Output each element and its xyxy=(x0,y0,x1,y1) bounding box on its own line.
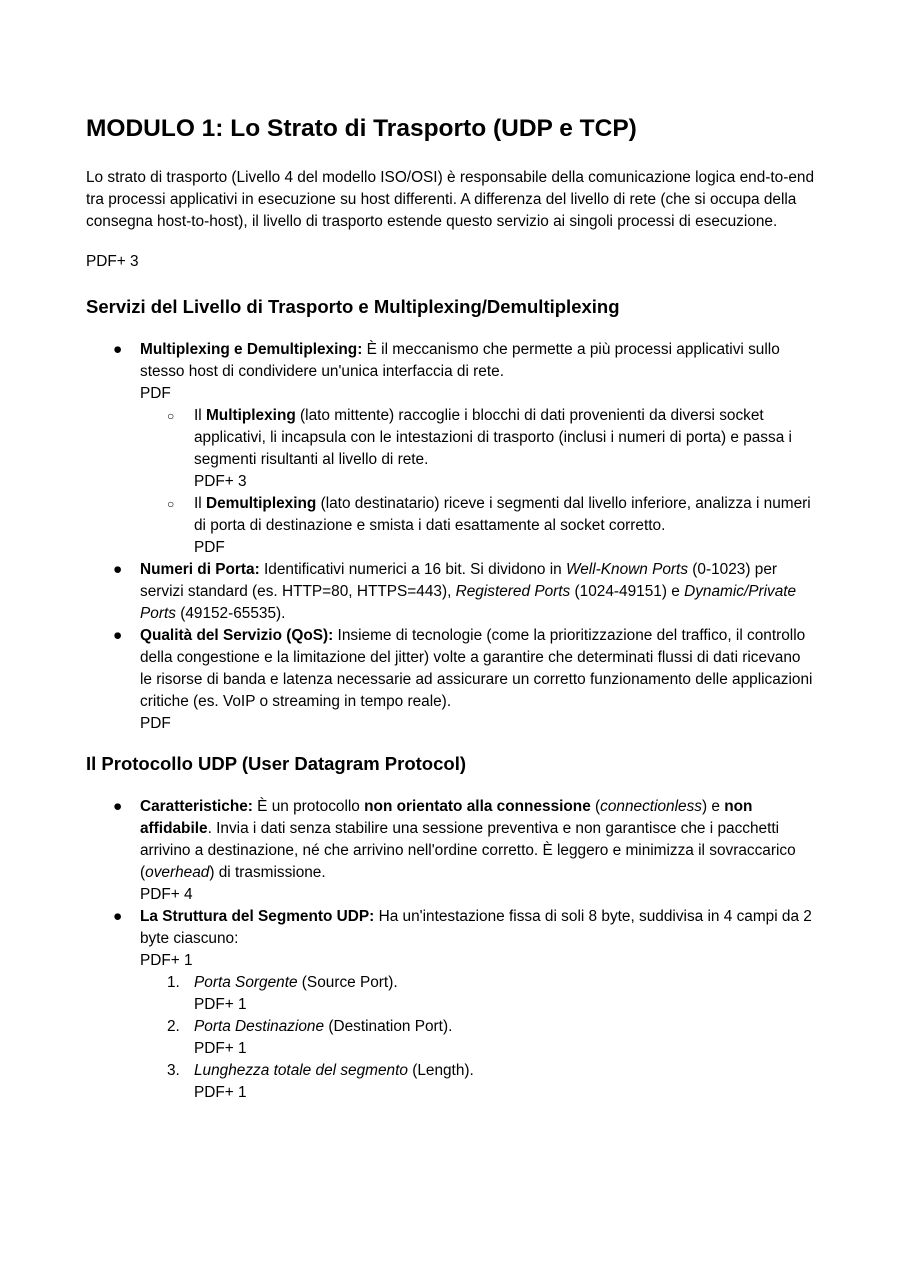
item-label: Multiplexing e Demultiplexing: xyxy=(140,341,363,358)
item-text: (49152-65535). xyxy=(175,605,286,622)
bullet-icon: ● xyxy=(113,798,123,815)
source-ref: PDF xyxy=(194,539,225,556)
list-item-multiplexing xyxy=(86,339,816,559)
multiplexing-sublist xyxy=(140,405,816,559)
field-text: (Destination Port). xyxy=(324,1018,453,1035)
item-text: Identificativi numerici a 16 bit. Si dividono in xyxy=(259,561,566,578)
source-ref: PDF+ 1 xyxy=(194,1084,247,1101)
document-page xyxy=(86,110,816,1118)
item-text: È il meccanismo che permette a più processi applicativi sullo stesso host di condividere un'unica interfaccia di rete. xyxy=(140,341,780,380)
field-name: Lunghezza totale del segmento xyxy=(194,1062,408,1079)
item-italic-term: connectionless xyxy=(600,798,702,815)
item-text: Ha un'intestazione fissa di soli 8 byte, suddivisa in 4 campi da 2 byte ciascuno: xyxy=(140,908,812,947)
source-ref: PDF+ 1 xyxy=(140,952,193,969)
field-name: Porta Destinazione xyxy=(194,1018,325,1035)
field-name: Porta Sorgente xyxy=(194,974,298,991)
item-term: Multiplexing xyxy=(205,407,296,424)
item-label: La Struttura del Segmento UDP: xyxy=(140,908,375,925)
udp-field-item xyxy=(140,972,816,1016)
list-item-port-numbers xyxy=(86,559,816,625)
item-italic-term: overhead xyxy=(145,864,210,881)
item-term: Demultiplexing xyxy=(205,495,317,512)
list-item-udp-structure xyxy=(86,906,816,1104)
item-italic-term: Dynamic/Private Ports xyxy=(140,583,797,622)
intro-source-ref: PDF+ 3 xyxy=(86,253,139,270)
source-ref: PDF+ 1 xyxy=(194,1040,247,1057)
item-text: ) e xyxy=(702,798,725,815)
section-heading-udp: Il Protocollo UDP (User Datagram Protocol) xyxy=(86,753,466,774)
item-italic-term: Registered Ports xyxy=(455,583,571,600)
list-item-udp-features xyxy=(86,796,816,906)
source-ref: PDF+ 1 xyxy=(194,996,247,1013)
bullet-icon: ● xyxy=(113,627,123,644)
intro-paragraph: Lo strato di trasporto (Livello 4 del modello ISO/OSI) è responsabile della comunicazione logica end-to-end tra processi applicativi in esecuzione su host differenti. A differenza del livello di rete (che si occupa della consegna host-to-host), il livello di trasporto estende questo servizio ai singoli processi di esecuzione. xyxy=(86,169,815,230)
item-text-prefix: Il xyxy=(194,495,206,512)
source-ref: PDF xyxy=(140,385,171,402)
item-italic-term: Well-Known Ports xyxy=(566,561,689,578)
list-number: 3. xyxy=(167,1062,180,1079)
field-text: (Source Port). xyxy=(297,974,398,991)
source-ref: PDF+ 3 xyxy=(194,473,247,490)
sublist-item-multiplexing xyxy=(140,405,816,493)
udp-list xyxy=(86,796,816,1104)
item-text: È un protocollo xyxy=(252,798,365,815)
item-text: (lato destinatario) riceve i segmenti dal livello inferiore, analizza i numeri di porta di destinazione e smista i dati esattamente al socket corretto. xyxy=(194,495,811,534)
sublist-item-demultiplexing xyxy=(140,493,816,559)
item-text: ) di trasmissione. xyxy=(209,864,326,881)
item-text: Insieme di tecnologie (come la prioritizzazione del traffico, il controllo della congestione e la limitazione del jitter) volte a garantire che determinati flussi di dati ricevano le risorse di banda e latenza necessarie ad assicurare un corretto funzionamento delle applicazioni critiche (es. VoIP o streaming in tempo reale). xyxy=(140,627,813,710)
list-number: 1. xyxy=(167,974,180,991)
hollow-bullet-icon: ○ xyxy=(167,409,175,423)
source-ref: PDF+ 4 xyxy=(140,886,193,903)
item-label: Qualità del Servizio (QoS): xyxy=(140,627,334,644)
source-ref: PDF xyxy=(140,715,171,732)
transport-services-list xyxy=(86,339,816,735)
bullet-icon: ● xyxy=(113,561,123,578)
item-label: Numeri di Porta: xyxy=(140,561,260,578)
item-text: ( xyxy=(590,798,601,815)
list-item-qos xyxy=(86,625,816,735)
item-text: . Invia i dati senza stabilire una sessione preventiva e non garantisce che i pacchetti arrivino a destinazione, né che arrivino nell'ordine corretto. È leggero e minimizza il sovraccarico ( xyxy=(140,820,796,881)
field-text: (Length). xyxy=(407,1062,474,1079)
item-text: (lato mittente) raccoglie i blocchi di dati provenienti da diversi socket applicativi, li incapsula con le intestazioni di trasporto (inclusi i numeri di porta) e passa i segmenti risultanti al livello di rete. xyxy=(194,407,792,468)
item-bold-term: non orientato alla connessione xyxy=(364,798,591,815)
bullet-icon: ● xyxy=(113,908,123,925)
bullet-icon: ● xyxy=(113,341,123,358)
page-title: MODULO 1: Lo Strato di Trasporto (UDP e TCP) xyxy=(86,115,637,142)
item-bold-term: non affidabile xyxy=(140,798,753,837)
udp-fields-list xyxy=(140,972,816,1104)
section-heading-transport-services: Servizi del Livello di Trasporto e Multiplexing/Demultiplexing xyxy=(86,296,620,317)
udp-field-item xyxy=(140,1060,816,1104)
item-text-prefix: Il xyxy=(194,407,206,424)
item-label: Caratteristiche: xyxy=(140,798,253,815)
hollow-bullet-icon: ○ xyxy=(167,497,175,511)
list-number: 2. xyxy=(167,1018,180,1035)
item-text: (1024-49151) e xyxy=(570,583,685,600)
item-text: (0-1023) per servizi standard (es. HTTP=80, HTTPS=443), xyxy=(140,561,778,600)
udp-field-item xyxy=(140,1016,816,1060)
